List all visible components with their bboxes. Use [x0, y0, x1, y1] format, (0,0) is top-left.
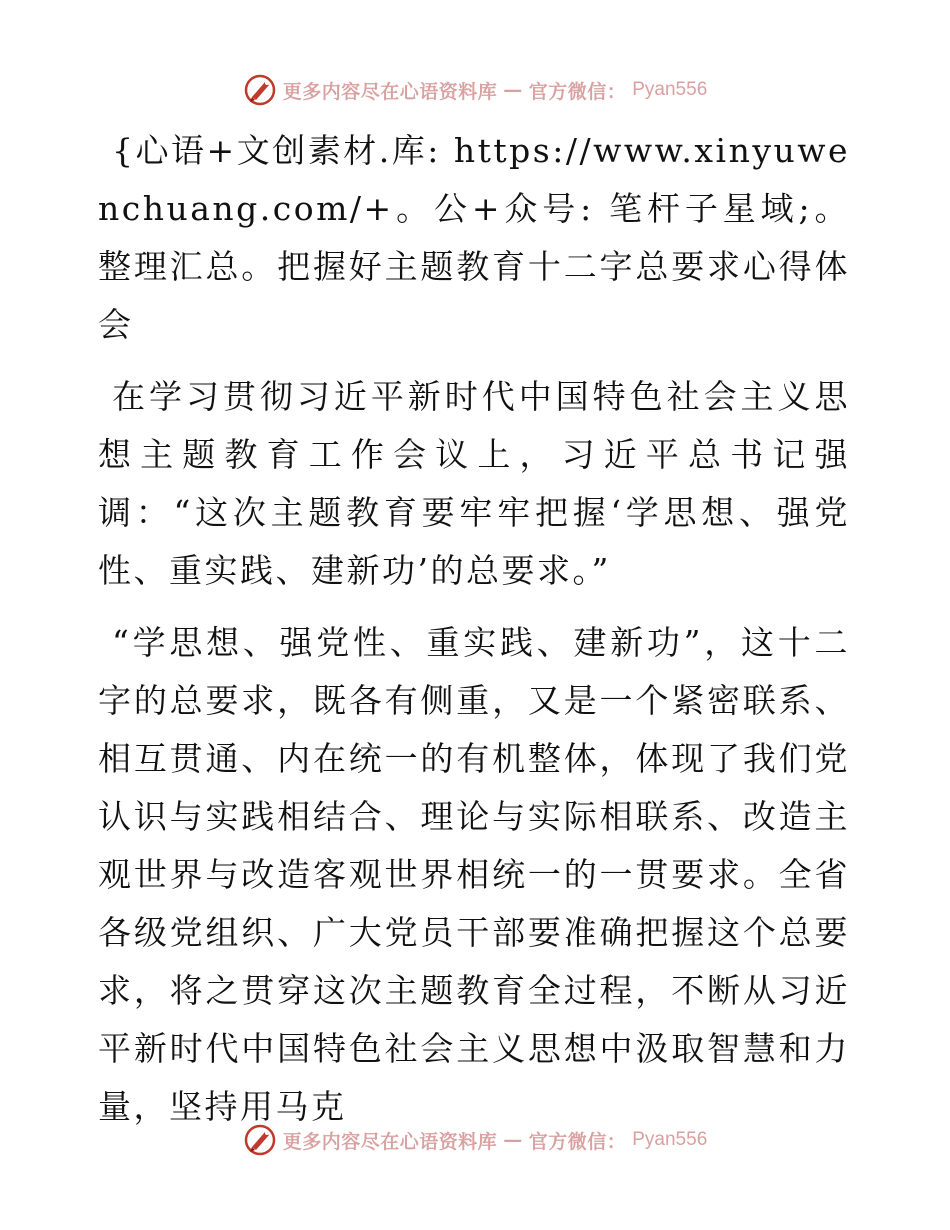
header-banner: [0, 70, 950, 110]
pen-logo-icon: [243, 73, 277, 107]
paragraph-title: {心语+文创素材.库: https://www.xinyuwenchuang.com/+。公+众号: 笔杆子星域;。整理汇总。把握好主题教育十二字总要求心得体会: [98, 131, 850, 344]
header-dash: —: [503, 79, 523, 101]
paragraph-intro: 在学习贯彻习近平新时代中国特色社会主义思想主题教育工作会议上，习近平总书记强调：“这次主题教育要牢牢把握‘学思想、强党性、重实践、建新功’的总要求。”: [98, 377, 850, 590]
footer-banner: [0, 1120, 950, 1160]
footer-wechat-id: Pyan556: [632, 1129, 708, 1150]
footer-dash: —: [503, 1129, 523, 1151]
footer-site-text: 更多内容尽在心语资料库: [282, 1130, 498, 1153]
paragraph-body: “学思想、强党性、重实践、建新功”，这十二字的总要求，既各有侧重，又是一个紧密联系、相互贯通、内在统一的有机整体，体现了我们党认识与实践相结合、理论与实际相联系、改造主观世界与改造客观世界相统一的一贯要求。全省各级党组织、广大党员干部要准确把握这个总要求，将之贯穿这次主题教育全过程，不断从习近平新时代中国特色社会主义思想中汲取智慧和力量，坚持用马克: [98, 623, 850, 1126]
header-wechat-id: Pyan556: [632, 79, 708, 100]
pen-logo-icon: [243, 1123, 277, 1157]
footer-wechat-label: 官方微信：: [528, 1130, 627, 1153]
header-wechat-label: 官方微信：: [528, 80, 627, 103]
document-body: [98, 122, 850, 1136]
header-site-text: 更多内容尽在心语资料库: [282, 80, 498, 103]
